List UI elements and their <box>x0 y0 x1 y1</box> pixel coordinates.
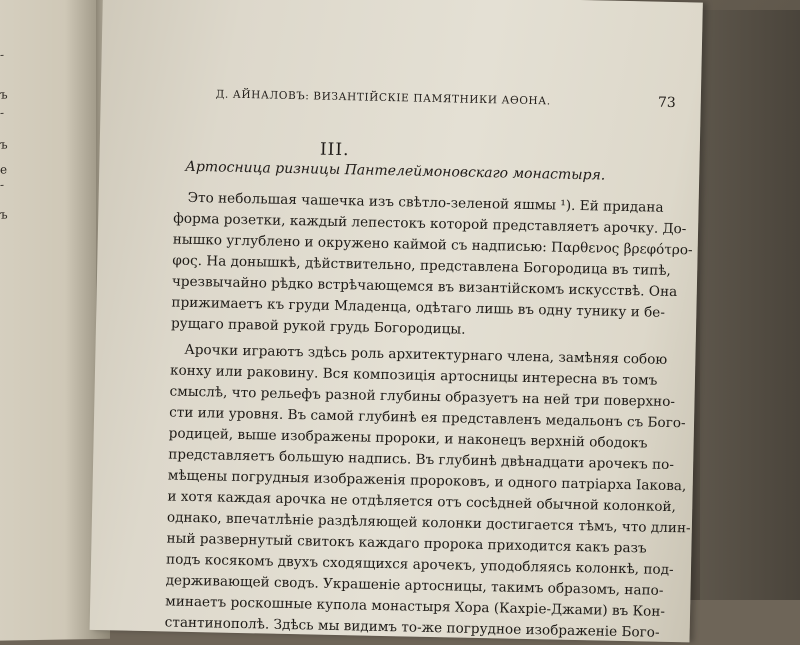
section-number: III. <box>319 139 350 161</box>
body-line: родицей, выше изображены пророки, и наконецъ верхній ободокъ <box>168 425 648 452</box>
body-line: однако, впечатлѣніе раздѣляющей колонки достигается тѣмъ, что длин- <box>166 509 691 537</box>
book-page <box>90 0 703 642</box>
left-page-mark: - <box>0 47 5 62</box>
body-line: φος. На донышкѣ, дѣйствительно, представлена Богородица въ типѣ, <box>172 252 672 279</box>
body-line: сти или уровня. Въ самой глубинѣ ея представленъ медальонъ съ Бого- <box>168 404 686 432</box>
body-line: нышко углублено и окружено каймой съ надписью: Παρθενος βρεφότρο- <box>172 231 693 259</box>
body-line: смыслѣ, что рельефъ разной глубины образуетъ на ней три поверхно- <box>169 383 676 411</box>
left-page-mark: е <box>0 162 8 177</box>
page-edge-shadow <box>700 10 800 600</box>
body-line: ный развернутый свитокъ каждаго пророка приходится какъ разъ <box>166 530 647 557</box>
body-line: Арочки играютъ здѣсь роль архитектурнаго члена, замѣняя собою <box>184 341 668 368</box>
body-line: и хотя каждая арочка не отдѣляется отъ сосѣдней обычной колонкой, <box>167 488 677 516</box>
left-page-mark: ъ <box>0 207 8 222</box>
body-line: держивающей сводъ. Украшеніе артосницы, такимъ образомъ, напо- <box>165 572 664 599</box>
body-line: минаетъ роскошные купола монастыря Хора (Кахріе-Джами) въ Кон- <box>165 593 666 620</box>
body-line: представляетъ большую надпись. Въ глубинѣ двѣнадцати арочекъ по- <box>168 446 675 474</box>
page-number: 73 <box>657 94 676 112</box>
body-line: конху или раковину. Вся композиція артосницы интересна въ томъ <box>169 362 658 389</box>
body-line: чрезвычайно рѣдко встрѣчающемся въ византійскомъ искусствѣ. Она <box>171 273 678 301</box>
running-head <box>216 88 676 118</box>
left-page-mark: - <box>0 177 5 192</box>
body-line: мѣщены погрудныя изображенія пророковъ, и одного патріарха Іакова, <box>167 467 687 495</box>
left-page-mark: ъ <box>0 137 8 152</box>
body-line: прижимаетъ къ груди Младенца, одѣтаго лишь въ одну тунику и бе- <box>171 294 666 321</box>
left-page-mark: ъ <box>0 87 8 102</box>
body-text <box>164 188 693 641</box>
section-heading: Артосница ризницы Пантелеймоновскаго монастыря. <box>185 158 606 184</box>
body-line: форма розетки, каждый лепестокъ которой представляетъ арочку. До- <box>173 210 687 238</box>
running-head-title: Д. АЙНАЛОВЪ: ВИЗАНТІЙСКІЕ ПАМЯТНИКИ АӨОНА. <box>215 88 551 108</box>
left-page-mark: - <box>0 105 5 120</box>
body-line: Это небольшая чашечка изъ свѣтло-зеленой яшмы ¹). Ей придана <box>187 189 664 216</box>
body-line: рущаго правой рукой грудь Богородицы. <box>170 315 466 338</box>
body-line: стантинополѣ. Здѣсь мы видимъ то-же погрудное изображеніе Бого- <box>164 614 660 641</box>
body-line: подъ косякомъ двухъ сходящихся арочекъ, уподобляясь колонкѣ, под- <box>165 551 674 579</box>
